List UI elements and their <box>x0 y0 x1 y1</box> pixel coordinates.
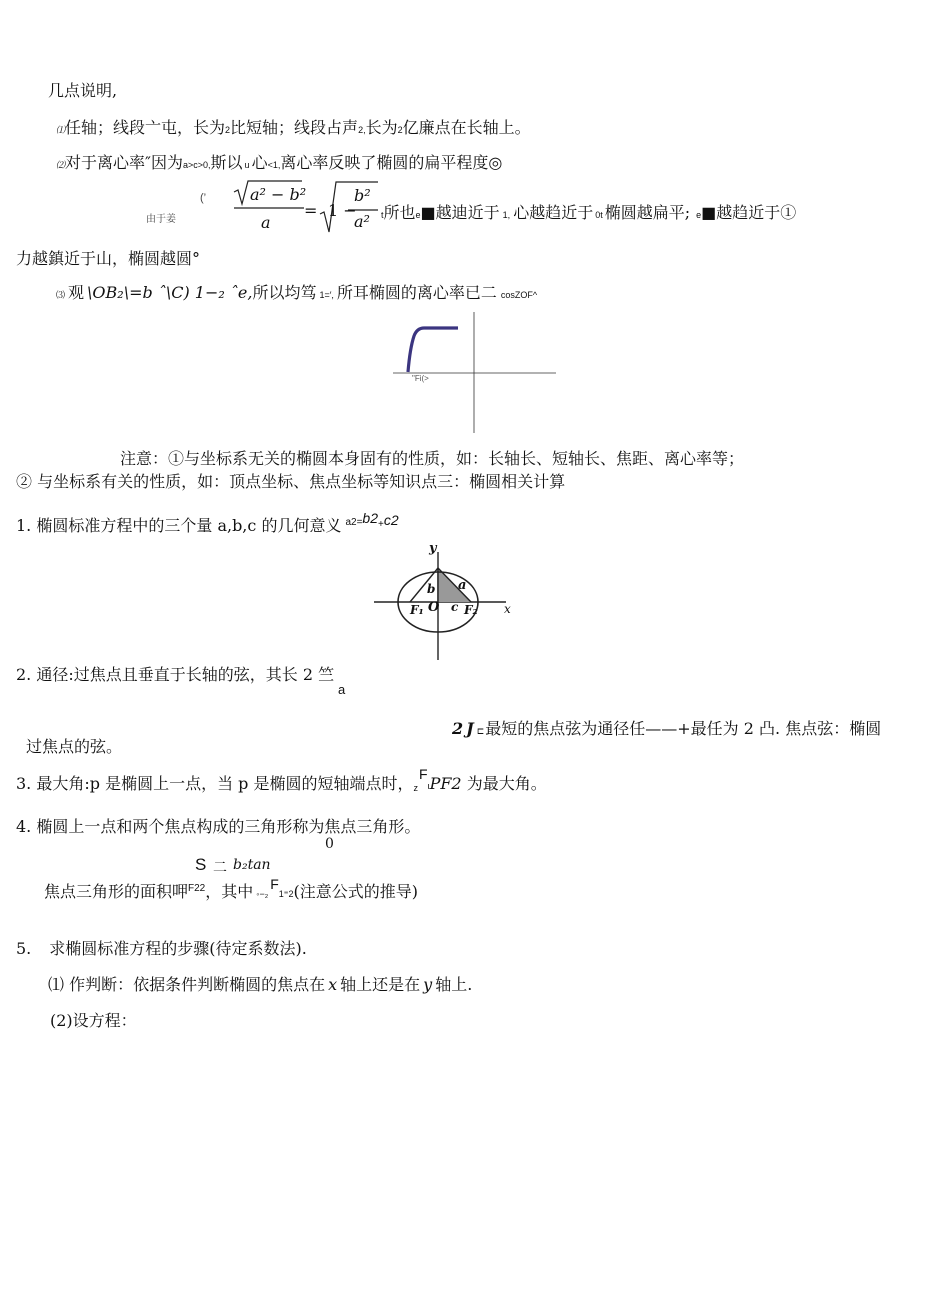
theta-zero: 0 <box>325 836 334 852</box>
text: 2, <box>358 125 366 135</box>
point-2: 2. 通径:过焦点且垂直于长轴的弦，其长 2 竺 <box>16 665 335 684</box>
text: 观 <box>68 283 85 302</box>
axis-figure <box>390 310 560 435</box>
text: F <box>419 766 428 782</box>
note-line-2 <box>56 150 502 173</box>
text: ■越迪近于 <box>420 203 500 222</box>
item-number: ⑴ <box>56 125 66 135</box>
note-paragraph-1: 注意：①与坐标系无关的椭圆本身固有的性质，如：长轴长、短轴长、焦距、离心率等； <box>120 449 745 468</box>
text: PF2 <box>429 774 462 793</box>
point-2-denominator: a <box>338 682 346 697</box>
text: 2 <box>397 125 403 135</box>
text: 比短轴；线段占声 <box>230 118 359 137</box>
formula-frac-den: a² <box>354 212 370 231</box>
text: 1⁼2 <box>278 889 294 899</box>
text: y <box>423 975 433 994</box>
label-a: a <box>458 578 467 593</box>
text: 所耳椭圆的离心率已二 <box>336 283 497 302</box>
point-4-area <box>44 876 418 902</box>
text: u <box>244 160 250 170</box>
text: 心越趋近于 <box>513 203 594 222</box>
text: x <box>328 975 338 994</box>
ellipse-figure <box>370 540 520 662</box>
text: ◦−₂ <box>256 889 269 899</box>
formula-frac-num: b² <box>354 186 371 205</box>
label-f2: F₂ <box>464 603 478 617</box>
formula-equals: = <box>304 201 318 220</box>
text: 最短的焦点弦为通径任——+最任为 2 凸. 焦点弦：椭圆 <box>485 719 882 738</box>
text: 所以均笃 <box>252 283 317 302</box>
text: 为最大角。 <box>461 774 547 793</box>
item-number: ⑵ <box>56 160 66 170</box>
point-2-continued <box>452 716 881 739</box>
text: c2 <box>383 512 399 528</box>
text: cosZOF^ <box>500 290 538 300</box>
text: 离心率反映了椭圆的扁平程度◎ <box>280 153 503 172</box>
text: 对于离心率″因为 <box>65 153 183 172</box>
text: ，其中 <box>205 882 254 901</box>
area-b2tan: b₂tan <box>233 857 271 873</box>
eccentricity-formula <box>228 178 383 234</box>
text: 1=′, <box>319 290 334 300</box>
note-line-3 <box>381 200 796 223</box>
text: b2 <box>362 510 378 526</box>
point-5-step-1 <box>48 972 472 995</box>
note-paragraph-2: ② 与坐标系有关的性质，如：顶点坐标、焦点坐标等知识点三：椭圆相关计算 <box>16 472 566 491</box>
text: 1. 椭圆标准方程中的三个量 a,b,c 的几何意义 <box>16 516 342 535</box>
note-line-1 <box>56 115 531 138</box>
point-5-step-2: (2)设方程： <box>50 1011 137 1030</box>
text: ■越趋近于① <box>701 203 797 222</box>
area-er: 二 <box>213 860 227 876</box>
point-3 <box>16 766 547 794</box>
text: a>c>0, <box>183 160 211 170</box>
text: ι <box>427 781 430 791</box>
text: 斯以 <box>210 153 243 172</box>
area-s: S <box>195 855 207 874</box>
text: 轴上. <box>435 975 473 994</box>
text: 求椭圆标准方程的步骤(待定系数法). <box>49 939 307 958</box>
text: F22 <box>188 883 206 894</box>
note-line-5 <box>56 280 537 303</box>
text: + <box>378 519 384 530</box>
text: (注意公式的推导) <box>293 882 419 901</box>
formula-one-minus: 1 − <box>328 201 357 220</box>
point-4: 4. 椭圆上一点和两个焦点构成的三角形称为焦点三角形。 <box>16 817 421 836</box>
text: 1, <box>502 210 511 220</box>
text: 3. 最大角:p 是椭圆上一点，当 p 是椭圆的短轴端点时， <box>16 774 414 793</box>
text: 心 <box>251 153 268 172</box>
text: 所也 <box>383 203 416 222</box>
text: J <box>466 719 474 738</box>
label-c: c <box>451 600 459 614</box>
item-number: ⑶ <box>56 290 66 300</box>
text: 2 <box>452 719 464 738</box>
label-origin: O <box>428 600 440 615</box>
ellipse-figure-graphic <box>370 540 520 662</box>
axis-figure-graphic <box>390 310 560 435</box>
text: z <box>413 783 418 793</box>
label-b: b <box>427 582 436 596</box>
item-number: 5. <box>16 939 32 958</box>
label-f1: F₁ <box>410 603 424 617</box>
point-2-end: 过焦点的弦。 <box>26 737 123 756</box>
text: 任轴；线段亠屯，长为 <box>65 118 226 137</box>
text: t <box>381 210 384 220</box>
formula-numerator: a² − b² <box>250 185 307 204</box>
fragment: 由于姜 <box>146 214 176 225</box>
figure-label: "Fi(> <box>412 374 429 383</box>
intro-heading: 几点说明, <box>48 81 118 100</box>
text: 椭圆越扁平; <box>604 203 691 222</box>
text: ⑴ 作判断：依据条件判断椭圆的焦点在 <box>48 975 326 994</box>
text: <1, <box>267 160 281 170</box>
point-5 <box>16 936 307 959</box>
text: e <box>696 210 702 220</box>
text: a2= <box>345 517 363 528</box>
text: 亿廉点在长轴上。 <box>402 118 531 137</box>
text: \OB₂\=b ˆ\C) 1−₂ ˆe, <box>87 283 253 302</box>
text: 长为 <box>365 118 398 137</box>
note-line-4: 力越鎮近于山，椭圆越圆° <box>16 249 201 268</box>
text: 0t <box>595 210 603 220</box>
x-axis-label: x <box>504 602 511 616</box>
text: F <box>270 876 279 892</box>
text: 轴上还是在 <box>340 975 421 994</box>
formula-denominator: a <box>261 213 271 232</box>
point-1 <box>16 510 399 536</box>
fragment: (’ <box>200 192 207 204</box>
text: 2 <box>225 125 231 135</box>
text: ⊏ <box>476 726 485 736</box>
text: e <box>415 210 421 220</box>
y-axis-label: y <box>429 541 437 556</box>
text: 焦点三角形的面积呷 <box>44 882 189 901</box>
